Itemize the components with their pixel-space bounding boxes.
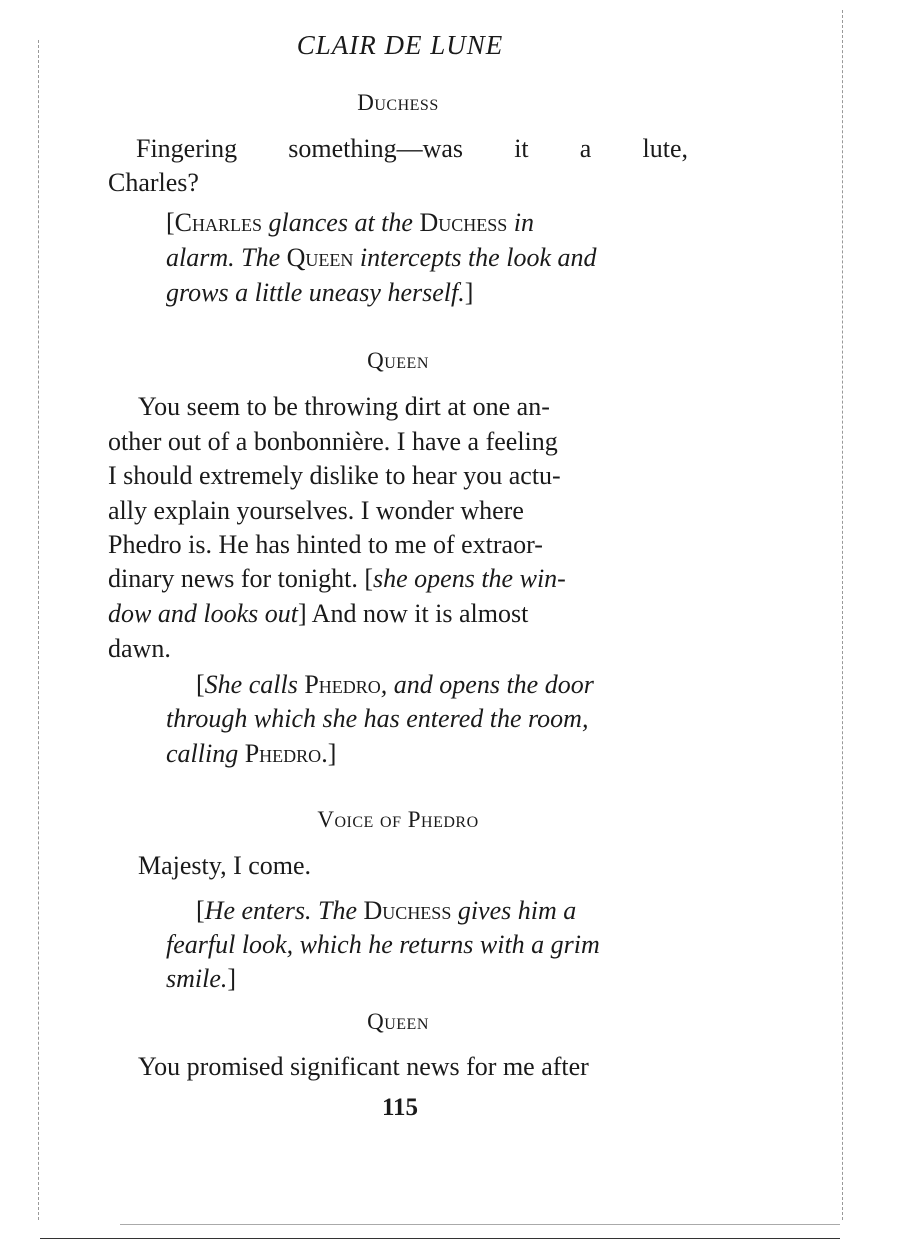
stage-direction-line: through which she has entered the room, xyxy=(166,704,589,733)
stage-direction-line: alarm. The Queen intercepts the look and xyxy=(166,243,597,272)
dialogue-line: Phedro is. He has hinted to me of extraor- xyxy=(108,530,543,559)
dialogue-line: dow and looks out] And now it is almost xyxy=(108,599,529,628)
dialogue-line: dinary news for tonight. [she opens the win- xyxy=(108,564,566,593)
dialogue-line: Charles? xyxy=(108,168,199,197)
dialogue-line: You seem to be throwing dirt at one an- xyxy=(138,392,550,421)
scan-edge-right xyxy=(842,10,843,1220)
stage-direction-line: fearful look, which he returns with a grim xyxy=(166,930,600,959)
stage-direction-line: calling Phedro.] xyxy=(166,739,337,768)
scan-edge-bottom xyxy=(40,1238,840,1239)
stage-direction-line: smile.] xyxy=(166,964,237,993)
speaker-duchess: Duchess xyxy=(357,90,439,115)
dialogue-line: You promised significant news for me after xyxy=(138,1052,589,1081)
dialogue-line xyxy=(136,132,688,166)
running-header: CLAIR DE LUNE xyxy=(296,30,504,60)
page-number: 115 xyxy=(381,1094,419,1121)
speaker-queen: Queen xyxy=(367,348,429,373)
dialogue-line: Majesty, I come. xyxy=(138,851,312,880)
dialogue-line: I should extremely dislike to hear you actu- xyxy=(108,461,561,490)
stage-direction-line: [Charles glances at the Duchess in xyxy=(166,208,534,237)
speaker-voice-of-phedro: Voice of Phedro xyxy=(317,807,479,832)
stage-direction-line: [He enters. The Duchess gives him a xyxy=(196,896,577,925)
dialogue-line: dawn. xyxy=(108,634,171,663)
stage-direction-line: [She calls Phedro, and opens the door xyxy=(196,670,594,699)
word: Fingering xyxy=(136,134,238,163)
speaker-queen: Queen xyxy=(367,1009,429,1034)
word: it xyxy=(514,134,529,163)
scan-edge-left xyxy=(38,40,39,1220)
word: something—was xyxy=(288,134,464,163)
word: a xyxy=(579,134,592,163)
stage-direction-line: grows a little uneasy herself.] xyxy=(166,278,474,307)
dialogue-line: other out of a bonbonnière. I have a feeling xyxy=(108,427,558,456)
word: lute, xyxy=(642,134,688,163)
scan-edge-bottom-faint xyxy=(120,1224,840,1225)
dialogue-line: ally explain yourselves. I wonder where xyxy=(108,496,524,525)
